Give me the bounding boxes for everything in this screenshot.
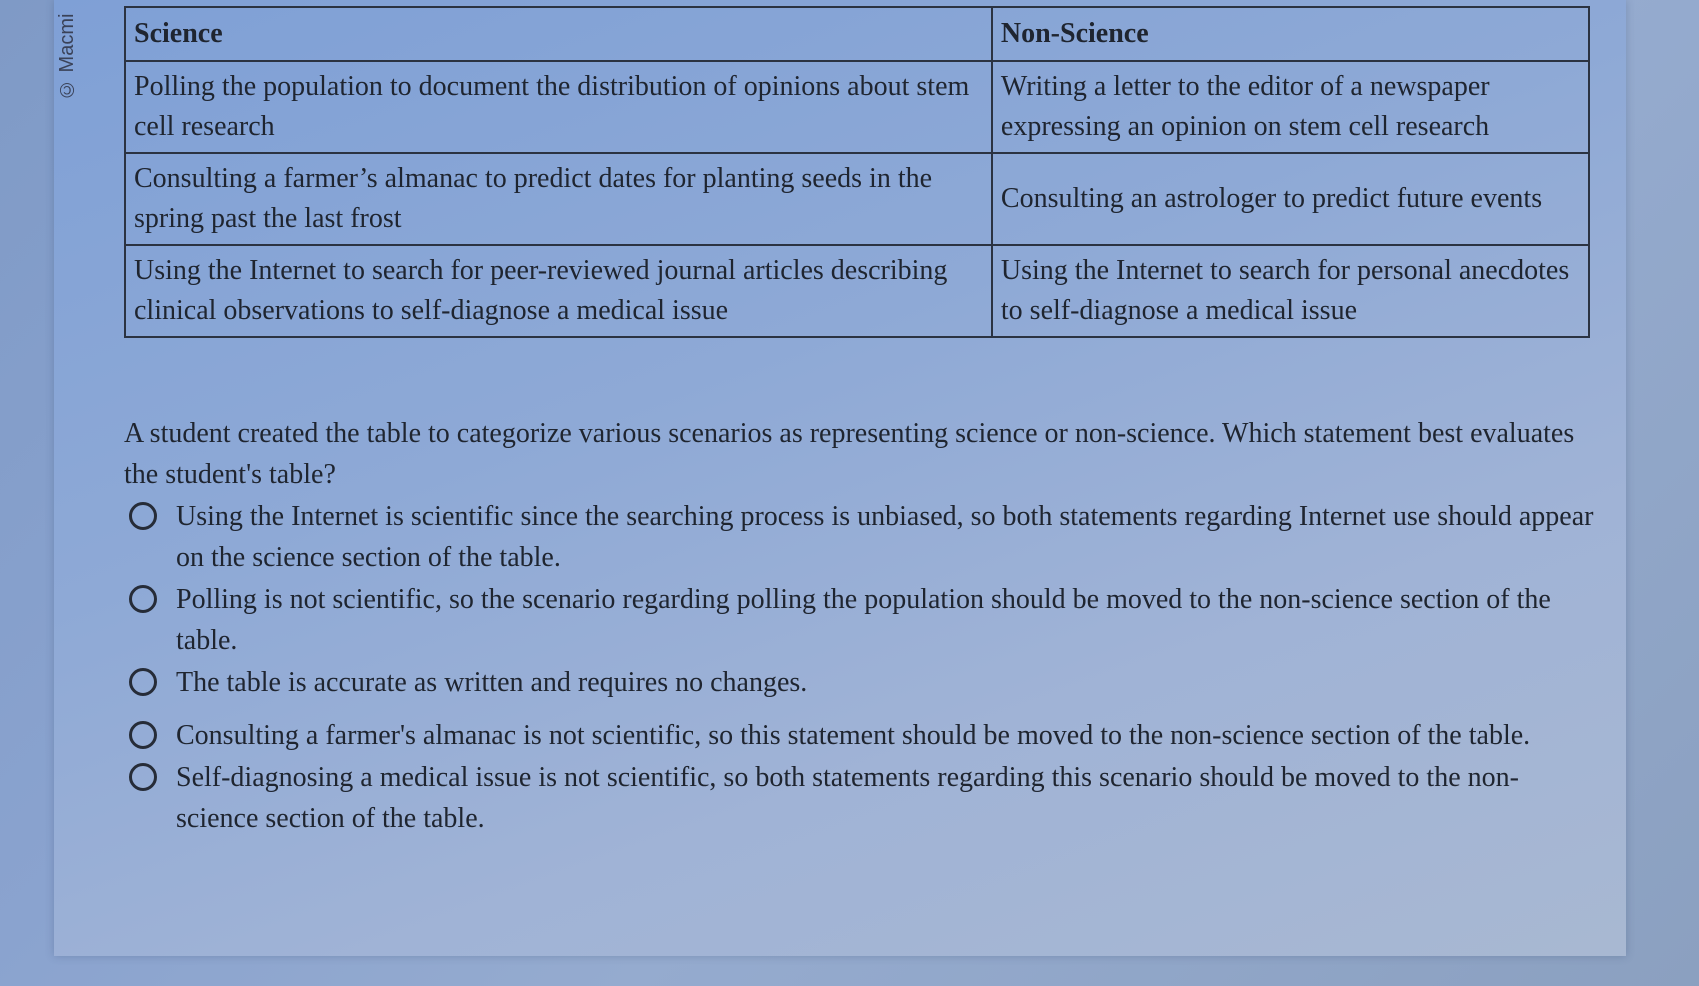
header-science: Science [125, 7, 992, 61]
copyright-watermark: © Macmi [56, 13, 78, 100]
option-label: The table is accurate as written and requires no changes. [176, 667, 808, 698]
header-non-science: Non-Science [992, 7, 1589, 61]
option-label: Self-diagnosing a medical issue is not scientific, so both statements regarding this scenario should be moved to the non-science section of the table. [176, 762, 1519, 834]
answer-option-3[interactable] [124, 662, 1594, 703]
option-label: Polling is not scientific, so the scenario regarding polling the population should be moved to the non-science section of the table. [176, 584, 1551, 656]
answer-option-4[interactable] [124, 715, 1594, 756]
radio-button[interactable] [129, 585, 157, 613]
table-header-row [125, 7, 1589, 61]
answer-option-1[interactable] [124, 496, 1594, 578]
table-row [125, 61, 1589, 153]
science-cell: Using the Internet to search for peer-reviewed journal articles describing clinical observations to self-diagnose a medical issue [125, 245, 992, 337]
science-cell: Polling the population to document the distribution of opinions about stem cell research [125, 61, 992, 153]
radio-button[interactable] [129, 763, 157, 791]
science-categorization-table [124, 6, 1590, 338]
option-label: Consulting a farmer's almanac is not scientific, so this statement should be moved to the non-science section of the table. [176, 720, 1531, 751]
answer-option-2[interactable] [124, 579, 1594, 661]
table-row [125, 245, 1589, 337]
radio-button[interactable] [129, 668, 157, 696]
table-row [125, 153, 1589, 245]
science-cell: Consulting a farmer’s almanac to predict dates for planting seeds in the spring past the last frost [125, 153, 992, 245]
radio-button[interactable] [129, 721, 157, 749]
radio-button[interactable] [129, 502, 157, 530]
question-text: A student created the table to categorize various scenarios as representing science or non-science. Which statement best evaluates the student's table? [124, 418, 1575, 490]
non-science-cell: Using the Internet to search for personal anecdotes to self-diagnose a medical issue [992, 245, 1589, 337]
non-science-cell: Writing a letter to the editor of a newspaper expressing an opinion on stem cell research [992, 61, 1589, 153]
answer-options [124, 496, 1594, 840]
non-science-cell: Consulting an astrologer to predict future events [992, 153, 1589, 245]
answer-option-5[interactable] [124, 757, 1594, 839]
option-label: Using the Internet is scientific since the searching process is unbiased, so both statements regarding Internet use should appear on the science section of the table. [176, 501, 1594, 573]
